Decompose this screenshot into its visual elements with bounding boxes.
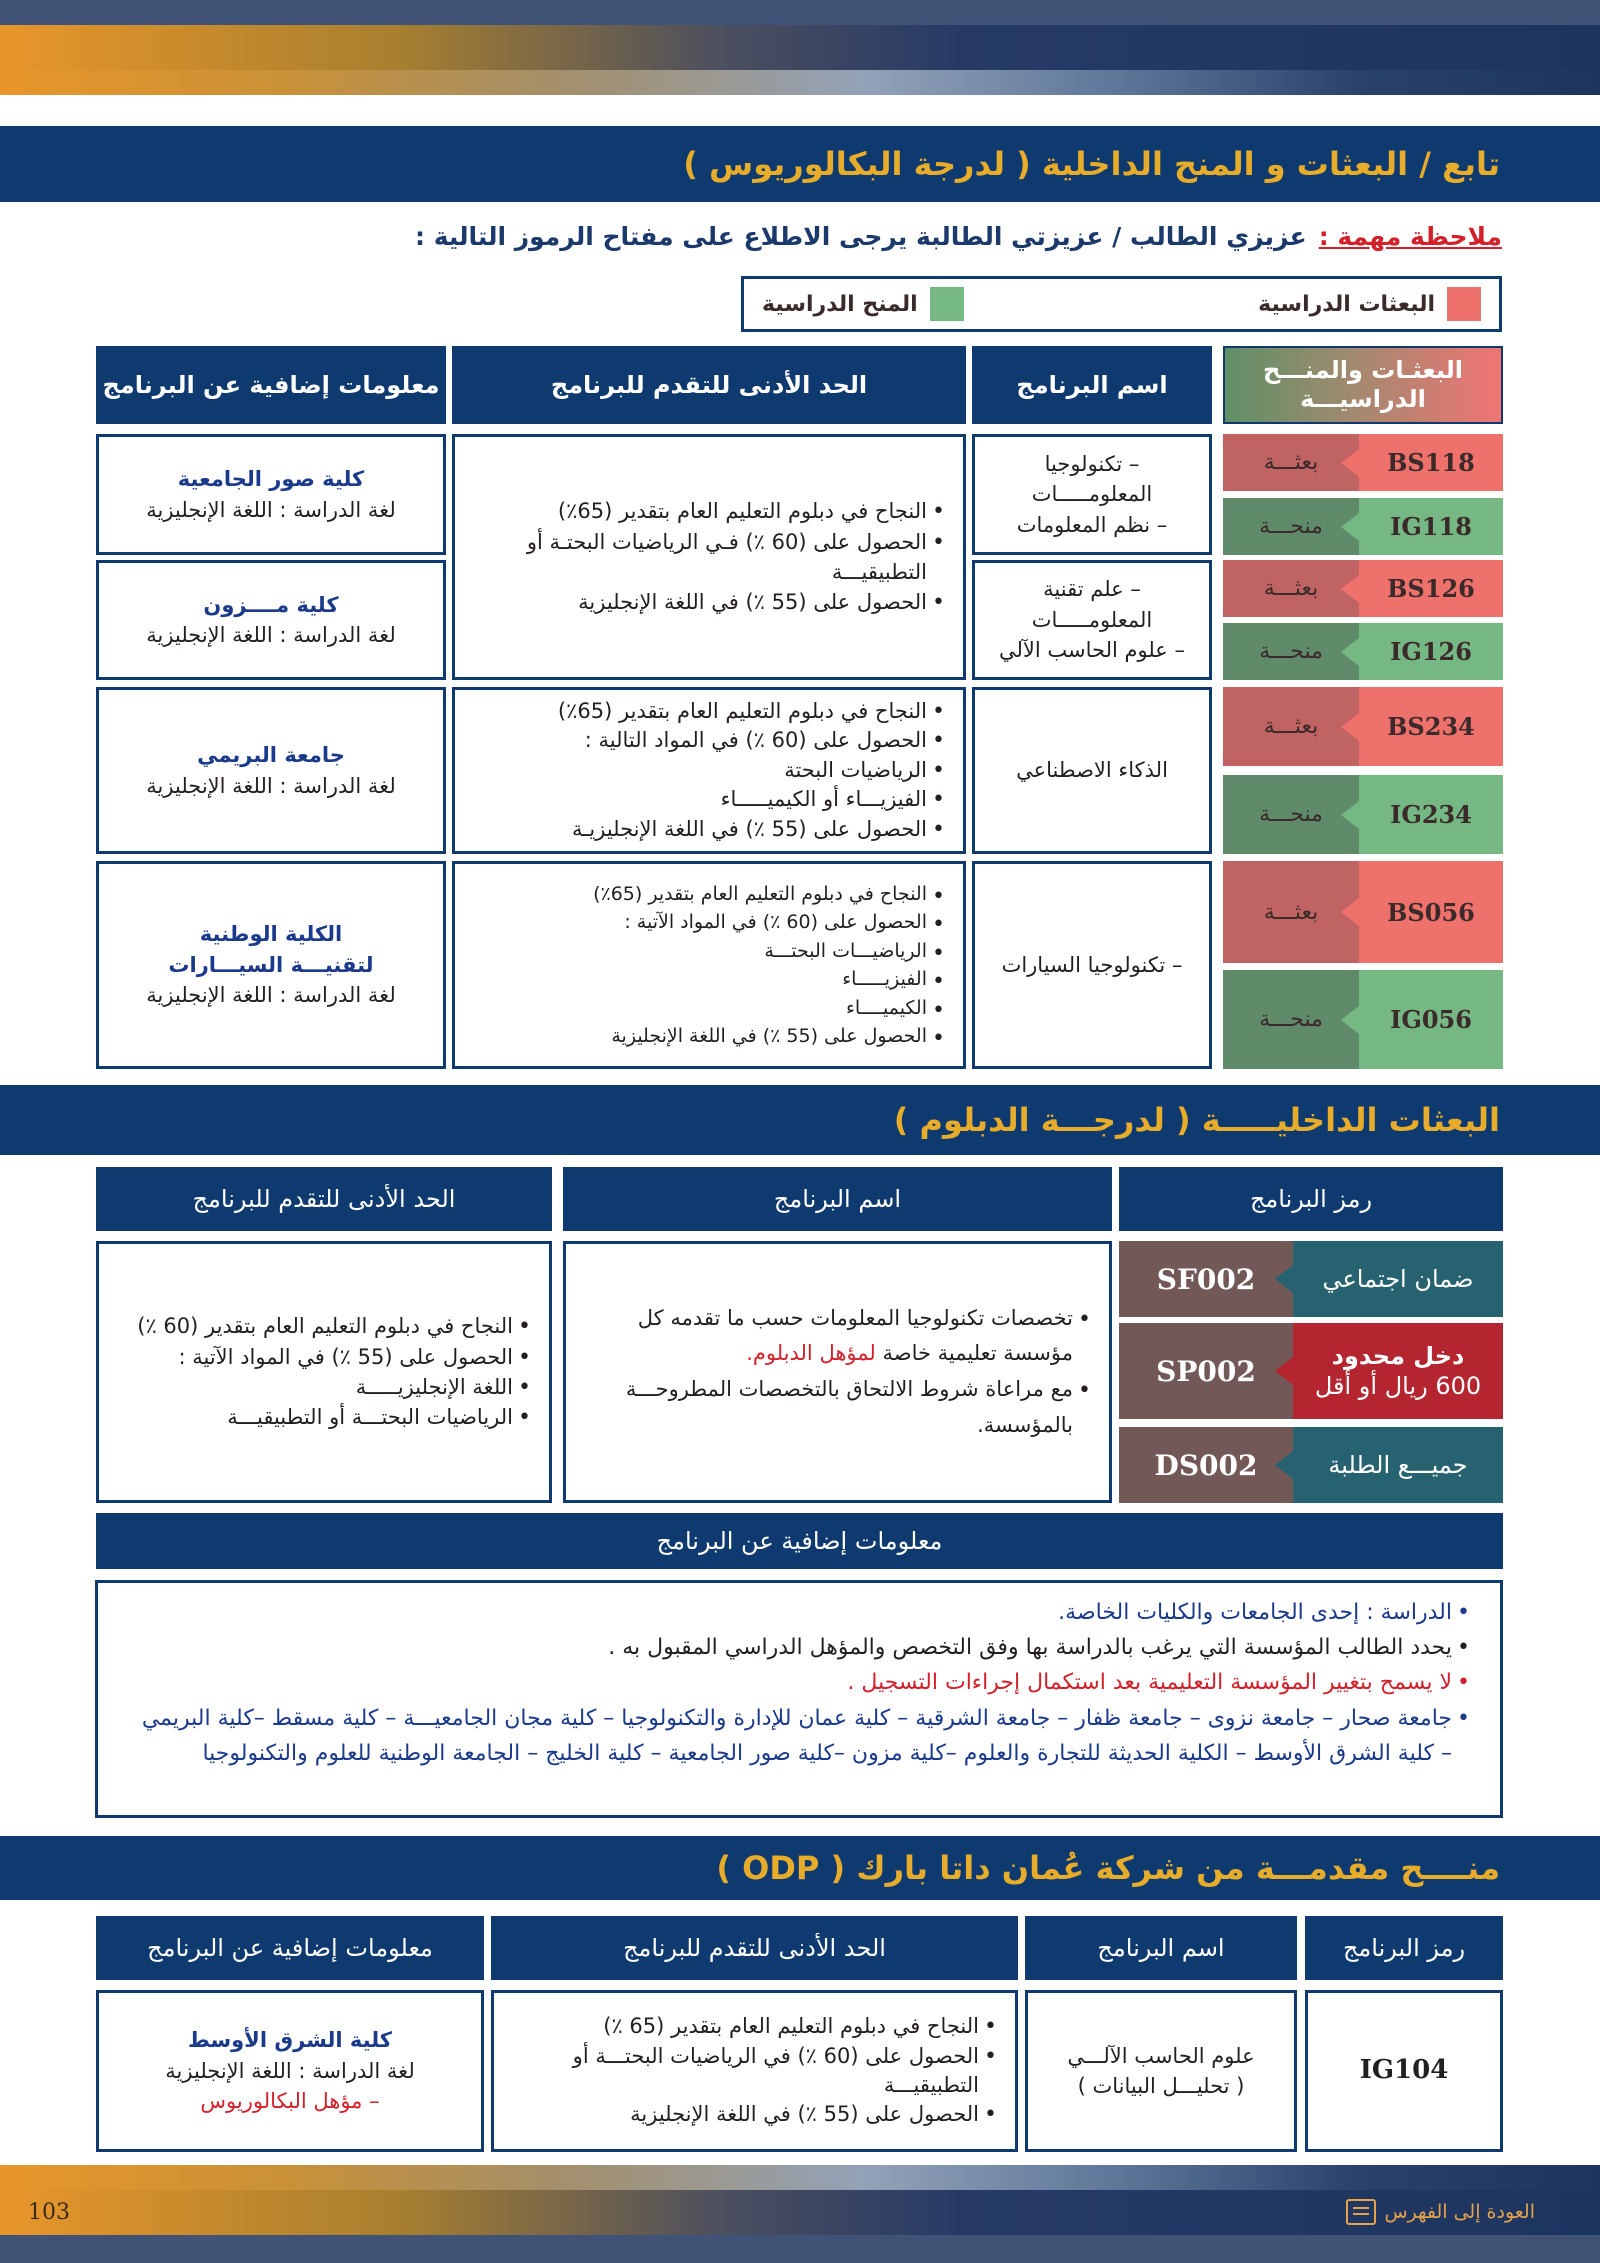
code-row-IG056 bbox=[1223, 970, 1503, 1069]
program-cell-1 bbox=[972, 434, 1212, 555]
type-label: منحـــة bbox=[1223, 970, 1359, 1069]
code-row-BS126 bbox=[1223, 560, 1503, 617]
program-cell-2 bbox=[972, 560, 1212, 680]
study-language: لغة الدراسة : اللغة الإنجليزية bbox=[146, 497, 396, 522]
diploma-header-program: اسم البرنامج bbox=[563, 1167, 1112, 1231]
extra-cell-4 bbox=[96, 861, 446, 1069]
diploma-extra-info bbox=[95, 1580, 1503, 1818]
diploma-header-minimum: الحد الأدنى للتقدم للبرنامج bbox=[96, 1167, 552, 1231]
requirement-item: • الرياضيات البحتـــة أو التطبيقيـــة bbox=[117, 1402, 531, 1432]
program-code: SP002 bbox=[1119, 1323, 1293, 1419]
requirement-item: • الحصول على (60 ٪) في المواد الآتية : bbox=[473, 908, 945, 937]
category-label bbox=[1293, 1323, 1503, 1419]
page-number: 103 bbox=[28, 2200, 70, 2225]
program-line: ( تحليـــل البيانات ) bbox=[1077, 2074, 1245, 2098]
odp-section-banner bbox=[0, 1836, 1600, 1900]
requirement-item: • النجاح في دبلوم التعليم العام بتقدير (65٪) bbox=[473, 880, 945, 909]
header-band-top bbox=[0, 0, 1600, 25]
requirement-item: • الكيميــــاء bbox=[473, 994, 945, 1023]
diploma-code-SF002 bbox=[1119, 1241, 1503, 1317]
diploma-code-SP002 bbox=[1119, 1323, 1503, 1419]
study-language: لغة الدراسة : اللغة الإنجليزية bbox=[146, 983, 396, 1008]
odp-section-title: منــــح مقدمـــة من شركة عُمان داتا بارك ( ODP ) bbox=[716, 1849, 1500, 1887]
program-line: – نظم المعلومات bbox=[1016, 512, 1168, 537]
odp-code-cell bbox=[1305, 1990, 1503, 2152]
extra-cell-3 bbox=[96, 687, 446, 854]
category-sub: 600 ريال أو أقل bbox=[1314, 1372, 1482, 1400]
program-line: المعلومـــــات bbox=[1031, 607, 1153, 632]
diploma-code-DS002 bbox=[1119, 1427, 1503, 1503]
legend-scholarships bbox=[1258, 287, 1481, 321]
odp-header-program: اسم البرنامج bbox=[1025, 1916, 1297, 1980]
type-label: بعثـــة bbox=[1223, 434, 1359, 491]
category-label: ضمان اجتماعي bbox=[1293, 1241, 1503, 1317]
program-cell-3 bbox=[972, 687, 1212, 854]
requirement-item: • الحصول على (60 ٪) في الرياضيات البحتـــة أو التطبيقيـــة bbox=[512, 2042, 997, 2101]
diploma-header-code: رمز البرنامج bbox=[1119, 1167, 1503, 1231]
footer-band-bottom bbox=[0, 2235, 1600, 2263]
legend-box bbox=[741, 276, 1502, 332]
requirement-item: • النجاح في دبلوم التعليم العام بتقدير (65 ٪) bbox=[512, 2012, 997, 2041]
code-row-IG126 bbox=[1223, 623, 1503, 680]
type-label: منحـــة bbox=[1223, 623, 1359, 680]
legend-grants-label: المنح الدراسية bbox=[762, 291, 918, 317]
program-code: IG126 bbox=[1390, 637, 1472, 666]
code-row-IG118 bbox=[1223, 498, 1503, 555]
requirements-cell-1 bbox=[452, 434, 966, 680]
requirement-item: • الحصول على (55 ٪) في اللغة الإنجليزية bbox=[473, 587, 945, 617]
type-label: منحـــة bbox=[1223, 775, 1359, 854]
program-code: IG104 bbox=[1359, 2055, 1449, 2086]
requirement-item: • النجاح في دبلوم التعليم العام بتقدير (65٪) bbox=[473, 697, 945, 726]
requirement-item: • الحصول على (55 ٪) في اللغة الإنجليزية bbox=[473, 1022, 945, 1051]
code-row-BS056 bbox=[1223, 861, 1503, 963]
program-line: – تكنولوجيا bbox=[1044, 451, 1140, 476]
program-line: – تكنولوجيا السيارات bbox=[1001, 952, 1183, 977]
study-language: لغة الدراسة : اللغة الإنجليزية bbox=[165, 2058, 415, 2083]
program-line: الذكاء الاصطناعي bbox=[1016, 758, 1168, 783]
scholarship-swatch bbox=[1447, 287, 1481, 321]
odp-header-code: رمز البرنامج bbox=[1305, 1916, 1503, 1980]
requirement-item: • الحصول على (55 ٪) في المواد الآتية : bbox=[117, 1342, 531, 1372]
program-code: IG118 bbox=[1390, 512, 1472, 541]
program-line: – علوم الحاسب الآلي bbox=[999, 638, 1185, 663]
program-code: BS118 bbox=[1387, 448, 1475, 477]
program-item-highlight: لمؤهل الدبلوم. bbox=[746, 1341, 876, 1366]
requirement-item: • الحصول على (60 ٪) في المواد التالية : bbox=[473, 726, 945, 755]
program-line: – علم تقنية bbox=[1043, 577, 1141, 602]
requirement-item: • النجاح في دبلوم التعليم العام بتقدير (60 ٪) bbox=[117, 1311, 531, 1341]
program-line: المعلومـــــات bbox=[1031, 482, 1153, 507]
odp-header-minimum: الحد الأدنى للتقدم للبرنامج bbox=[491, 1916, 1018, 1980]
diploma-requirements-cell bbox=[96, 1241, 552, 1503]
code-row-BS118 bbox=[1223, 434, 1503, 491]
requirement-item: • الفيزيـــــاء bbox=[473, 965, 945, 994]
header-extra: معلومات إضافية عن البرنامج bbox=[96, 346, 446, 424]
code-row-IG234 bbox=[1223, 775, 1503, 854]
footer-band-gradient bbox=[0, 2165, 1600, 2190]
study-language: لغة الدراسة : اللغة الإنجليزية bbox=[146, 623, 396, 647]
requirements-cell-2 bbox=[452, 687, 966, 854]
program-line: علوم الحاسب الآلـــي bbox=[1067, 2043, 1255, 2068]
info-item-institutions: • جامعة صحار – جامعة نزوى – جامعة ظفار – جامعة الشرقية – كلية عمان للإدارة والتكنولوجيا – كلية مجان الجامعيـــة – كلية مسقط –كلية البريمي – كلية الشرق الأوسط – الكلية الحديثة للتجارة والعلوم –كلية مزون –كلية صور الجامعية – كلية الخليج – الجامعة الوطنية للعلوم والتكنولوجيا bbox=[128, 1701, 1470, 1771]
note-label: ملاحظة مهمة : bbox=[1318, 222, 1502, 251]
program-item-text: تخصصات تكنولوجيا المعلومات حسب ما تقدمه كل مؤسسة تعليمية خاصة bbox=[637, 1305, 1073, 1366]
diploma-program-cell bbox=[563, 1241, 1112, 1503]
type-label: بعثـــة bbox=[1223, 560, 1359, 617]
important-note bbox=[415, 222, 1502, 251]
requirement-item: • الرياضيات البحتة bbox=[473, 756, 945, 785]
requirement-item: • الحصول على (55 ٪) في اللغة الإنجليزيـة bbox=[473, 815, 945, 844]
college-name: كلية الشرق الأوسط bbox=[187, 2028, 393, 2053]
program-code: DS002 bbox=[1119, 1427, 1293, 1503]
back-to-index-label[interactable]: العودة إلى الفهرس bbox=[1384, 2201, 1535, 2223]
requirement-item: • الحصول على (55 ٪) في اللغة الإنجليزية bbox=[512, 2100, 997, 2129]
info-item: • يحدد الطالب المؤسسة التي يرغب بالدراسة بها وفق التخصص والمؤهل الدراسي المقبول به . bbox=[128, 1630, 1470, 1665]
program-code: IG056 bbox=[1390, 1005, 1472, 1034]
requirement-item: • الرياضيـــات البحتـــة bbox=[473, 937, 945, 966]
legend-grants bbox=[762, 287, 964, 321]
info-item: • لا يسمح بتغيير المؤسسة التعليمية بعد استكمال إجراءات التسجيل . bbox=[128, 1665, 1470, 1700]
program-cell-4 bbox=[972, 861, 1212, 1069]
requirement-item: • الفيزيـــاء أو الكيميـــــاء bbox=[473, 785, 945, 814]
category-main: دخل محدود bbox=[1331, 1342, 1465, 1370]
header-program: اسم البرنامج bbox=[972, 346, 1212, 424]
requirements-cell-3 bbox=[452, 861, 966, 1069]
program-code: BS234 bbox=[1387, 712, 1475, 741]
program-code: SF002 bbox=[1119, 1241, 1293, 1317]
diploma-extra-header: معلومات إضافية عن البرنامج bbox=[96, 1513, 1503, 1569]
type-label: منحـــة bbox=[1223, 498, 1359, 555]
info-item: • الدراسة : إحدى الجامعات والكليات الخاصة. bbox=[128, 1595, 1470, 1630]
bachelor-section-title: تابع / البعثات و المنح الداخلية ( لدرجة البكالوريوس ) bbox=[683, 145, 1500, 183]
index-book-icon[interactable] bbox=[1346, 2199, 1376, 2225]
qualification: – مؤهل البكالوريوس bbox=[200, 2089, 380, 2114]
grant-swatch bbox=[930, 287, 964, 321]
odp-extra-cell bbox=[96, 1990, 484, 2152]
type-label: بعثـــة bbox=[1223, 687, 1359, 766]
college-name: جامعة البريمي bbox=[197, 743, 345, 768]
category-label: جميـــع الطلبة bbox=[1293, 1427, 1503, 1503]
program-code: BS056 bbox=[1387, 897, 1475, 927]
college-name: كلية صور الجامعية bbox=[177, 467, 365, 492]
odp-header-extra: معلومات إضافية عن البرنامج bbox=[96, 1916, 484, 1980]
program-code: BS126 bbox=[1387, 574, 1475, 603]
bachelor-section-banner bbox=[0, 126, 1600, 202]
diploma-section-banner bbox=[0, 1085, 1600, 1155]
odp-program-cell bbox=[1025, 1990, 1297, 2152]
back-to-index-link[interactable] bbox=[1346, 2199, 1535, 2225]
legend-scholarships-label: البعثات الدراسية bbox=[1258, 291, 1435, 317]
program-item-2: • مع مراعاة شروط الالتحاق بالتخصصات المطروحـــة بالمؤسسة. bbox=[584, 1372, 1091, 1443]
college-name: كلية مــــزون bbox=[203, 592, 339, 617]
college-name: الكلية الوطنية لتقنيـــة السيـــارات bbox=[168, 922, 374, 977]
extra-cell-1 bbox=[96, 434, 446, 555]
note-text: عزيزي الطالب / عزيزتي الطالبة يرجى الاطلاع على مفتاح الرموز التالية : bbox=[415, 222, 1307, 251]
requirement-item: • النجاح في دبلوم التعليم العام بتقدير (65٪) bbox=[473, 496, 945, 526]
program-code: IG234 bbox=[1390, 800, 1472, 829]
extra-cell-2 bbox=[96, 560, 446, 680]
header-codes: البعثـات والمنـــح الدراسيـــة bbox=[1223, 346, 1503, 424]
requirement-item: • اللغة الإنجليزيـــــة bbox=[117, 1372, 531, 1402]
diploma-section-title: البعثات الداخليـــــة ( لدرجـــة الدبلوم ) bbox=[893, 1101, 1500, 1139]
requirement-item: • الحصول على (60 ٪) فـي الرياضيات البحتـة أو التطبيقيـــة bbox=[473, 527, 945, 588]
header-minimum: الحد الأدنى للتقدم للبرنامج bbox=[452, 346, 966, 424]
study-language: لغة الدراسة : اللغة الإنجليزية bbox=[146, 773, 396, 798]
code-row-BS234 bbox=[1223, 687, 1503, 766]
program-item-1 bbox=[584, 1301, 1091, 1372]
header-band-gradient bbox=[0, 25, 1600, 95]
odp-requirements-cell bbox=[491, 1990, 1018, 2152]
type-label: بعثـــة bbox=[1223, 861, 1359, 963]
